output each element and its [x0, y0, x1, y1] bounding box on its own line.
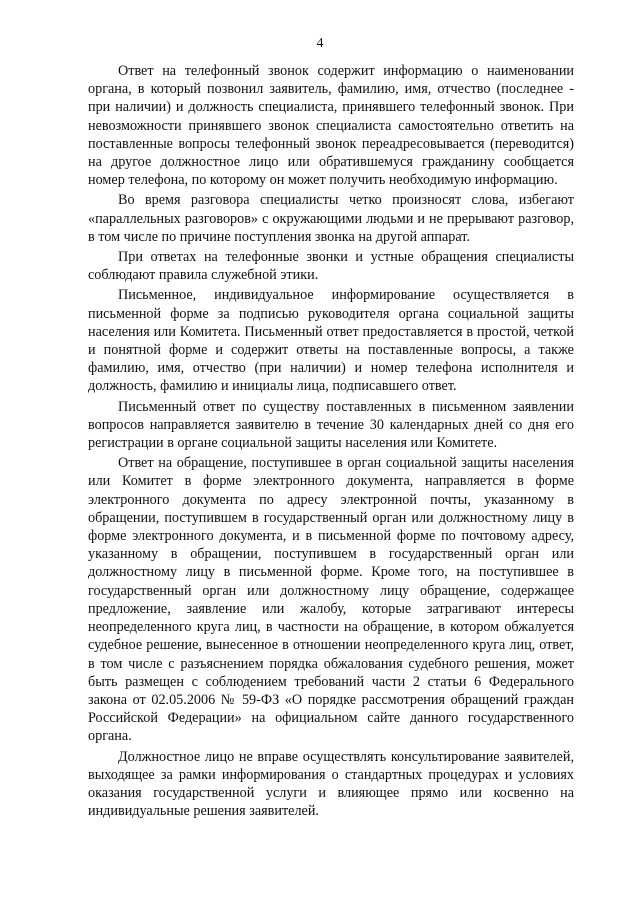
- paragraph-conversation-rules: Во время разговора специалисты четко произносят слова, избегают «параллельных разговоров» с окружающими людьми и не прерывают разговор, в том числе по причине поступления звонка на другой аппарат.: [88, 192, 574, 245]
- paragraph-electronic-appeal: Ответ на обращение, поступившее в орган социальной защиты населения или Комитет в форме электронного документа, направляется в форме электронного документа по адресу электронной почты, указанному в обращении, поступившем в государственный орган или должностному лицу в форме электронного документа, и в письменной форме по почтовому адресу, указанному в обращении, поступившем в государственный орган или должностному лицу в письменной форме. Кроме того, на поступившее в государственный орган или должностному лицу обращение, содержащее предложение, заявление или жалобу, которые затрагивают интересы неопределенного круга лиц, в частности на обращение, в котором обжалуется судебное решение, вынесенное в отношении неопределенного круга лиц, ответ, в том числе с разъяснением порядка обжалования судебного решения, может быть размещен с соблюдением требований части 2 статьи 6 Федерального закона от 02.05.2006 № 59-ФЗ «О порядке рассмотрения обращений граждан Российской Федерации» на официальном сайте данного государственного органа.: [88, 455, 574, 745]
- paragraph-consulting-limits: Должностное лицо не вправе осуществлять консультирование заявителей, выходящее за рамки информирования о стандартных процедурах и условиях оказания государственной услуги и влияющее прямо или косвенно на индивидуальные решения заявителей.: [88, 748, 574, 820]
- page-number: 4: [316, 36, 324, 51]
- paragraph-written-informing: Письменное, индивидуальное информирование осуществляется в письменной форме за подписью руководителя органа социальной защиты населения или Комитета. Письменный ответ предоставляется в простой, четкой и понятной форме и содержит ответы на поставленные вопросы, а также фамилию, имя, отчество (при наличии) и номер телефона исполнителя и должность, фамилию и инициалы лица, подписавшего ответ.: [88, 287, 574, 395]
- paragraph-service-ethics: При ответах на телефонные звонки и устные обращения специалисты соблюдают правила служебной этики.: [88, 249, 574, 284]
- document-body: [88, 62, 574, 822]
- paragraph-phone-answer: Ответ на телефонный звонок содержит информацию о наименовании органа, в который позвонил заявитель, фамилию, имя, отчество (последнее - при наличии) и должность специалиста, принявшего телефонный звонок. При невозможности принявшего звонок специалиста самостоятельно ответить на поставленные вопросы телефонный звонок переадресовывается (переводится) на другое должностное лицо или обратившемуся гражданину сообщается номер телефона, по которому он может получить необходимую информацию.: [88, 63, 574, 189]
- paragraph-written-answer-deadline: Письменный ответ по существу поставленных в письменном заявлении вопросов направляется заявителю в течение 30 календарных дней со дня его регистрации в органе социальной защиты населения или Комитете.: [88, 398, 574, 452]
